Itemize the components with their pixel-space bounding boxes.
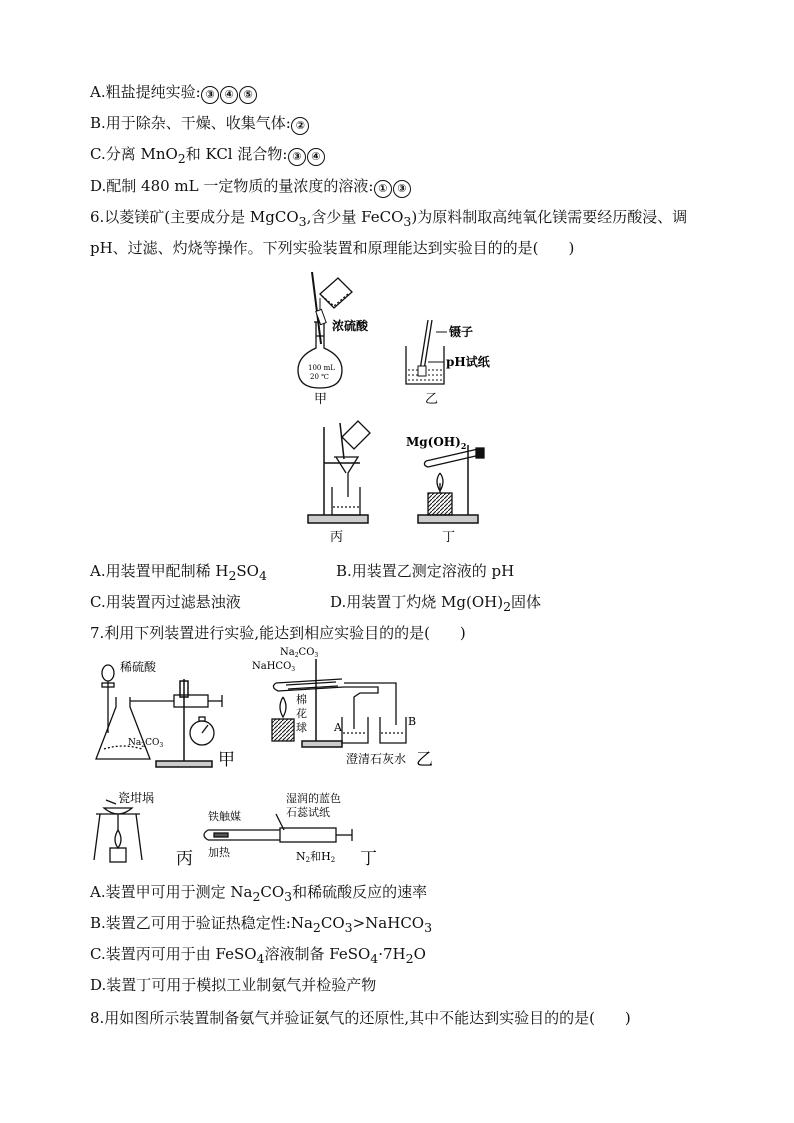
label-limewater: 澄清石灰水 [346,752,407,766]
glass-rod-icon [340,423,344,459]
label-heating: 加热 [208,846,230,859]
circled-4: ④ [307,148,325,166]
q8-stem: 8.用如图所示装置制备氨气并验证氨气的还原性,其中不能达到实验目的的是( ) [90,1009,631,1027]
caption-bing: 丙 [330,530,344,545]
label-tweezers: 镊子 [449,325,474,339]
q5-option-c: C.分离 MnO$_2$和 KCl 混合物: ③ ④ [90,144,325,169]
q7-stem: 7.利用下列装置进行实验,能达到相应实验目的的是( ) [90,624,466,642]
test-tube-icon [424,448,484,467]
label-iron-catalyst: 铁触媒 [208,810,241,823]
label-ph-paper: pH试纸 [446,355,490,369]
circled-3: ③ [288,148,306,166]
q5-option-a: A.粗盐提纯实验: ③ ④ ⑤ [90,82,258,104]
label-nahco3: NaHCO$_3$ [252,661,296,673]
label-dilute-sulfuric-acid: 稀硫酸 [120,660,157,674]
test-tube-icon [204,830,280,840]
test-tube-icon [273,679,344,691]
label-n2-h2: N2和H2 [296,850,336,864]
stopwatch-icon [190,717,214,745]
q6-option-d: D.用装置丁灼烧 $Mg(OH)_2$固体 [330,593,542,614]
flask-volume-label: 100 mL [308,364,335,372]
alcohol-lamp-icon [272,697,294,741]
gas-syringe-icon [130,695,222,707]
flask-temp-label: 20 ℃ [310,373,329,381]
caption-yi: 乙 [416,750,433,770]
circled-3: ③ [201,86,219,104]
iron-stand-icon [308,427,368,523]
q7-figure-bottom [90,790,390,870]
delivery-tube-icon [344,683,396,729]
label-a: A [334,721,342,734]
label-crucible: 瓷坩埚 [118,791,155,805]
label-cotton-1: 棉 [296,693,307,706]
beaker-icon [320,278,352,308]
label-na2co3-yi: $Na_2CO_3$ [280,647,319,659]
q6-figure-bottom [300,415,510,550]
crucible-icon [94,800,142,862]
dropping-funnel-icon [102,665,114,733]
caption-jia: 甲 [314,392,328,407]
beaker-icon [342,717,368,743]
ph-paper-icon [418,366,426,376]
label-litmus-2: 石蕊试纸 [286,806,330,819]
q5-option-d: D.配制 480 mL 一定物质的量浓度的溶液: ① ③ [90,176,411,198]
label-b: B [408,715,417,728]
q5-option-b: B.用于除杂、干燥、收集气体: ② [90,113,310,135]
circled-3: ③ [393,180,411,198]
q6-stem-line1: 6.以菱镁矿(主要成分是 MgCO$_3$,含少量 FeCO$_3$)为原料制取高纯氧化镁需要经历酸浸、调 [90,208,688,229]
beaker-icon [380,717,406,743]
beaker-icon [332,487,360,515]
alcohol-lamp-icon [428,473,452,515]
q6-figure-top [290,262,520,412]
iron-stand-icon [156,679,212,767]
circled-2: ② [291,117,309,135]
caption-bing: 丙 [176,849,193,869]
caption-jia: 甲 [218,750,235,770]
circled-4: ④ [220,86,238,104]
label-litmus-1: 湿润的蓝色 [286,792,341,805]
label-conc-sulfuric-acid: 浓硫酸 [332,319,369,333]
q6-option-b: B.用装置乙测定溶液的 pH [336,562,515,580]
q7-option-d: D.装置丁可用于模拟工业制氨气并检验产物 [90,976,377,994]
label-mg-oh2: $Mg(OH)_2$ [406,435,467,451]
label-na2co3: $Na_2CO_3$ [128,738,164,749]
circled-1: ① [374,180,392,198]
caption-ding: 丁 [442,530,456,545]
q6-option-c: C.用装置丙过滤悬浊液 [90,593,241,611]
caption-yi: 乙 [425,392,439,407]
beaker-icon [342,421,370,449]
q6-stem-line2: pH、过滤、灼烧等操作。下列实验装置和原理能达到实验目的的是( ) [90,239,575,257]
label-cotton-2: 花 [296,707,307,720]
circled-5: ⑤ [239,86,257,104]
q7-figure-top [90,645,440,775]
q6-option-a: A.用装置甲配制稀 $H_2SO_4$ [90,562,267,583]
caption-ding: 丁 [360,849,377,869]
q7-option-c: C.装置丙可用于由 FeSO$_4$溶液制备 $FeSO_4\cdot 7H_2O$ [90,945,426,966]
label-cotton-3: 球 [296,721,307,734]
q7-option-b: B.装置乙可用于验证热稳定性$:Na_2CO_3>NaHCO_3$ [90,914,433,935]
q7-option-a: A.装置甲可用于测定 $Na_2CO_3$和稀硫酸反应的速率 [90,883,428,904]
conical-flask-icon [96,697,150,759]
